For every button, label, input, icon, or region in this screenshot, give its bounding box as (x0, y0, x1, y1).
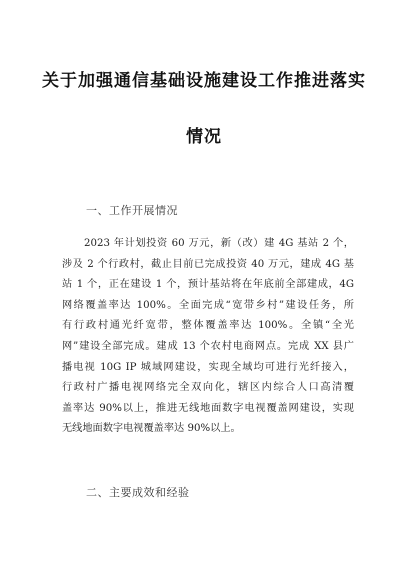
document-title-line-2: 情况 (186, 127, 222, 147)
paragraph-line: 站 1 个，正在建设 1 个，预计基站将在年底前全部建成，4G (62, 279, 354, 291)
paragraph-line: 网”建设全部完成。建成 13 个农村电商网点。完成 XX 县广 (62, 340, 354, 352)
paragraph-line: 无线地面数字电视覆盖率达 90%以上。 (62, 423, 241, 435)
document-title-line-1: 关于加强通信基础设施建设工作推进落实 (42, 71, 366, 91)
paragraph-line: 涉及 2 个行政村，截止目前已完成投资 40 万元，建成 4G 基 (62, 258, 354, 270)
paragraph-line: 盖率达 90%以上，推进无线地面数字电视覆盖网建设，实现 (62, 402, 354, 414)
section-heading-results: 二、主要成效和经验 (86, 486, 190, 499)
section-heading-work-progress: 一、工作开展情况 (86, 204, 178, 217)
paragraph-line: 有行政村通光纤宽带，整体覆盖率达 100%。全镇“全光 (62, 320, 354, 332)
paragraph-line: 行政村广播电视网络完全双向化，辖区内综合人口高清覆 (62, 382, 354, 394)
paragraph-line: 播电视 10G IP 城域网建设，实现全域均可进行光纤接入， (62, 361, 354, 373)
paragraph-line: 2023 年计划投资 60 万元，新（改）建 4G 基站 2 个， (84, 238, 354, 249)
body-paragraph (62, 234, 354, 440)
paragraph-line: 网络覆盖率达 100%。全面完成“宽带乡村”建设任务，所 (62, 299, 354, 311)
